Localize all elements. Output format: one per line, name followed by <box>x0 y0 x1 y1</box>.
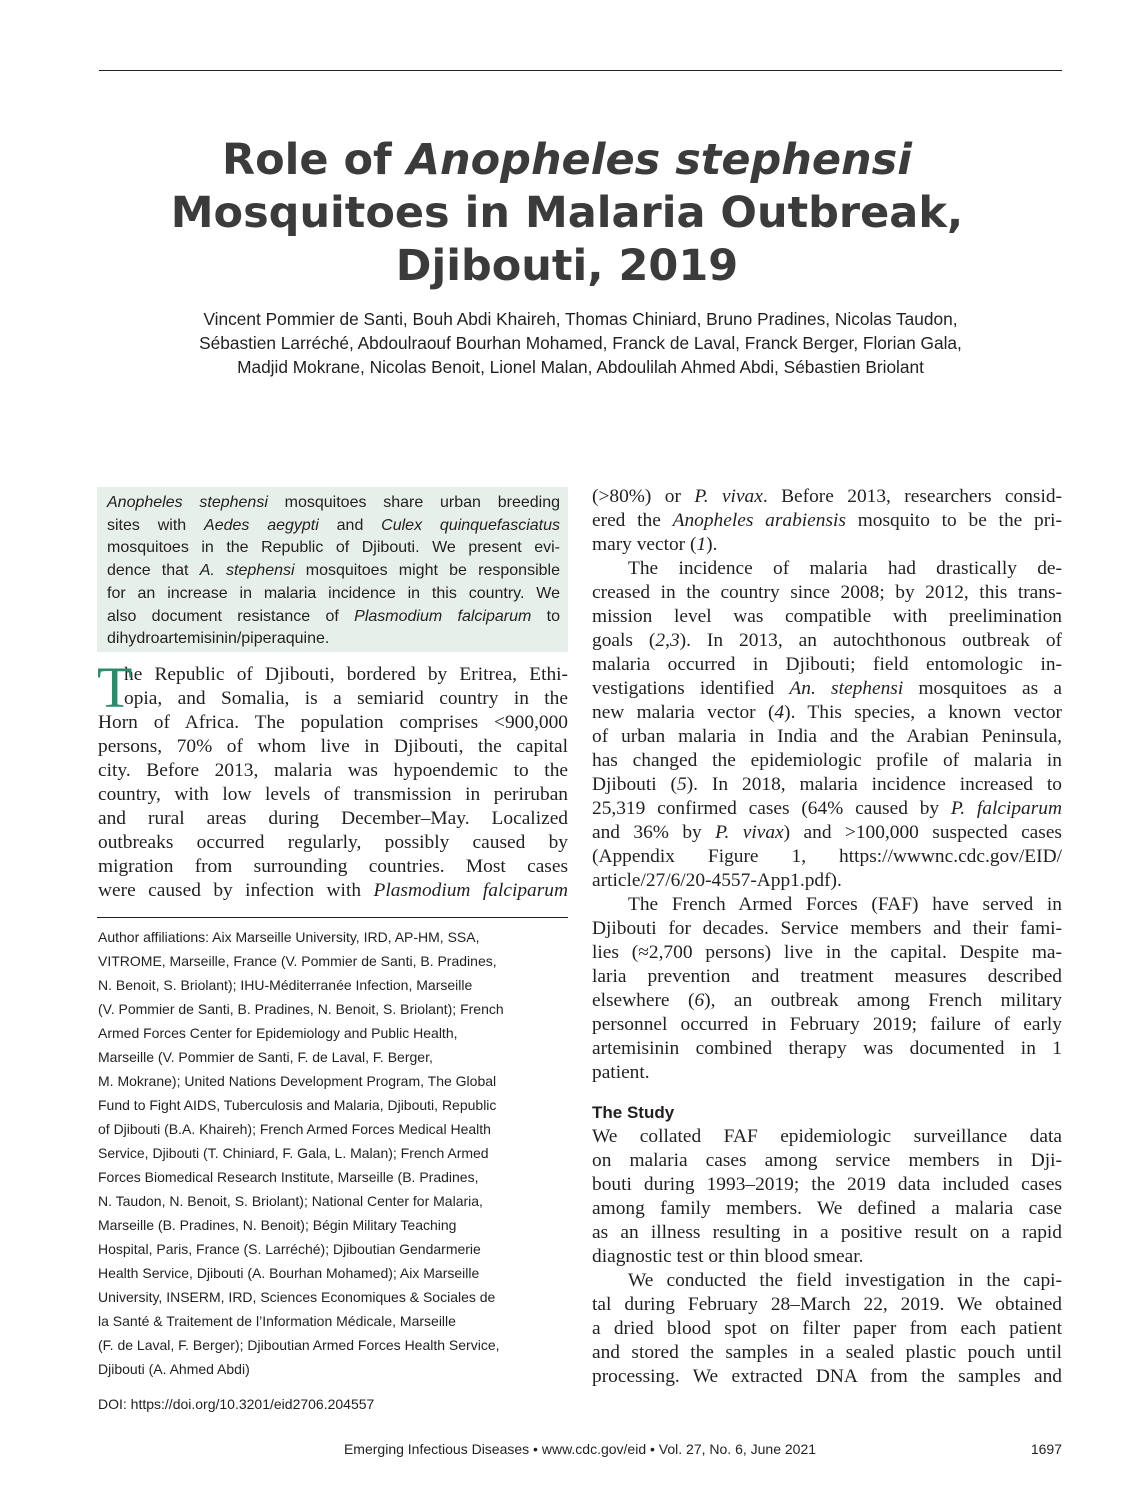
affiliation-line: M. Mokrane); United Nations Development Program, The Global <box>98 1073 497 1089</box>
drop-cap: T <box>97 655 133 720</box>
body-line: persons, 70% of whom live in Djibouti, the capital <box>98 736 568 757</box>
author-affiliations <box>98 925 568 1381</box>
affiliation-line: N. Taudon, N. Benoit, S. Briolant); National Center for Malaria, <box>98 1193 483 1209</box>
doi-link[interactable]: DOI: https://doi.org/10.3201/eid2706.204557 <box>98 1396 375 1412</box>
affiliation-line: Djibouti (A. Ahmed Abdi) <box>98 1361 250 1377</box>
body-line: migration from surrounding countries. Most cases <box>98 856 568 877</box>
body-line: and 36% by P. vivax) and >100,000 suspected cases <box>592 822 1062 843</box>
affiliation-line: (F. de Laval, F. Berger); Djiboutian Armed Forces Health Service, <box>98 1337 500 1353</box>
body-line: laria prevention and treatment measures described <box>592 966 1062 987</box>
body-line: goals (2,3). In 2013, an autochthonous outbreak of <box>592 630 1062 651</box>
affiliation-line: University, INSERM, IRD, Sciences Economiques & Sociales de <box>98 1289 496 1305</box>
body-line: and rural areas during December–May. Localized <box>98 808 568 829</box>
body-line: outbreaks occurred regularly, possibly caused by <box>98 832 568 853</box>
body-line: patient. <box>592 1062 650 1083</box>
abstract-line: also document resistance of Plasmodium falciparum to <box>107 607 560 625</box>
affiliation-line: Armed Forces Center for Epidemiology and Public Health, <box>98 1025 458 1041</box>
body-line: tal during February 28–March 22, 2019. We obtained <box>592 1294 1062 1315</box>
body-line: a dried blood spot on filter paper from each patient <box>592 1318 1062 1339</box>
author-list <box>99 307 1062 379</box>
abstract-line: Anopheles stephensi mosquitoes share urban breeding <box>107 494 560 511</box>
body-line: among family members. We defined a malaria case <box>592 1198 1062 1219</box>
affiliation-line: Forces Biomedical Research Institute, Marseille (B. Pradines, <box>98 1169 479 1185</box>
article-title <box>60 134 1074 293</box>
affiliations-rule <box>97 917 568 918</box>
body-line: as an illness resulting in a positive result on a rapid <box>592 1222 1062 1243</box>
footer-journal-info: Emerging Infectious Diseases • www.cdc.gov/eid • Vol. 27, No. 6, June 2021 <box>343 1441 817 1457</box>
abstract-line: for an increase in malaria incidence in this country. We <box>107 584 560 602</box>
body-line: creased in the country since 2008; by 2012, this trans- <box>592 582 1062 603</box>
body-line: bouti during 1993–2019; the 2019 data included cases <box>592 1174 1062 1195</box>
title-line-3: Djibouti, 2019 <box>395 241 739 291</box>
body-line: has changed the epidemiologic profile of malaria in <box>592 750 1062 771</box>
body-line: lies (≈2,700 persons) live in the capital. Despite ma- <box>592 942 1062 963</box>
body-line: mission level was compatible with preelimination <box>592 606 1062 627</box>
body-line: artemisinin combined therapy was documented in 1 <box>592 1038 1062 1059</box>
body-line: processing. We extracted DNA from the samples and <box>592 1366 1062 1387</box>
body-line: Djibouti for decades. Service members and their fami- <box>592 918 1062 939</box>
author-line: Madjid Mokrane, Nicolas Benoit, Lionel Malan, Abdoulilah Ahmed Abdi, Sébastien Briolant <box>237 357 924 377</box>
body-line: of urban malaria in India and the Arabian Peninsula, <box>592 726 1062 747</box>
affiliation-line: of Djibouti (B.A. Khaireh); French Armed Forces Medical Health <box>98 1121 491 1137</box>
body-line: The incidence of malaria had drastically de- <box>628 558 1062 579</box>
affiliation-line: (V. Pommier de Santi, B. Pradines, N. Benoit, S. Briolant); French <box>98 1001 504 1017</box>
affiliation-line: N. Benoit, S. Briolant); IHU-Méditerranée Infection, Marseille <box>98 977 473 993</box>
affiliation-line: Marseille (B. Pradines, N. Benoit); Bégin Military Teaching <box>98 1217 457 1233</box>
body-line: We collated FAF epidemiologic surveillance data <box>592 1126 1062 1147</box>
affiliation-line: Fund to Fight AIDS, Tuberculosis and Malaria, Djibouti, Republic <box>98 1097 497 1113</box>
body-line: he Republic of Djibouti, bordered by Eritrea, Ethi- <box>124 664 568 685</box>
body-line: We conducted the field investigation in the capi- <box>628 1270 1062 1291</box>
affiliation-line: Service, Djibouti (T. Chiniard, F. Gala, L. Malan); French Armed <box>98 1145 489 1161</box>
body-line: (>80%) or P. vivax. Before 2013, researchers consid- <box>592 486 1062 507</box>
body-line: (Appendix Figure 1, https://wwwnc.cdc.gov/EID/ <box>592 846 1062 867</box>
body-line: were caused by infection with Plasmodium falciparum <box>98 880 568 901</box>
title-species: Anopheles stephensi <box>406 135 913 185</box>
body-line: 25,319 confirmed cases (64% caused by P. falciparum <box>592 798 1063 819</box>
body-line: Horn of Africa. The population comprises <900,000 <box>98 712 568 733</box>
body-line: The French Armed Forces (FAF) have served in <box>628 894 1062 915</box>
abstract-box <box>97 487 568 652</box>
top-rule <box>99 70 1062 71</box>
body-right-column <box>592 485 1062 1389</box>
abstract-line: dihydroartemisinin/piperaquine. <box>107 630 330 648</box>
body-line: personnel occurred in February 2019; failure of early <box>592 1014 1062 1035</box>
body-line: on malaria cases among service members in Dji- <box>592 1150 1062 1171</box>
affiliation-line: la Santé & Traitement de l’Information Médicale, Marseille <box>98 1313 456 1329</box>
title-line-2: Mosquitoes in Malaria Outbreak, <box>170 188 964 238</box>
body-line: mary vector (1). <box>592 534 718 555</box>
section-heading-the-study: The Study <box>592 1103 675 1122</box>
title-prefix: Role of <box>221 135 407 185</box>
author-line: Vincent Pommier de Santi, Bouh Abdi Khaireh, Thomas Chiniard, Bruno Pradines, Nicolas Taudon, <box>203 309 958 329</box>
affiliation-line: Hospital, Paris, France (S. Larréché); Djiboutian Gendarmerie <box>98 1241 481 1257</box>
abstract-line: mosquitoes in the Republic of Djibouti. We present evi- <box>107 539 560 557</box>
page-number: 1697 <box>1030 1441 1062 1457</box>
abstract-line: dence that A. stephensi mosquitoes might be responsible <box>107 562 560 580</box>
body-line: vestigations identified An. stephensi mosquitoes as a <box>592 678 1063 699</box>
body-line: opia, and Somalia, is a semiarid country in the <box>124 688 568 709</box>
affiliation-line: Marseille (V. Pommier de Santi, F. de Laval, F. Berger, <box>98 1049 433 1065</box>
body-line: and stored the samples in a sealed plastic pouch until <box>592 1342 1062 1363</box>
body-line: country, with low levels of transmission in periruban <box>98 784 568 805</box>
body-line: malaria occurred in Djibouti; field entomologic in- <box>592 654 1062 675</box>
affiliation-line: VITROME, Marseille, France (V. Pommier de Santi, B. Pradines, <box>98 953 497 969</box>
body-line: ered the Anopheles arabiensis mosquito to be the pri- <box>592 510 1063 531</box>
affiliation-line: Health Service, Djibouti (A. Bourhan Mohamed); Aix Marseille <box>98 1265 480 1281</box>
body-line: elsewhere (6), an outbreak among French military <box>592 990 1062 1011</box>
abstract-line: sites with Aedes aegypti and Culex quinquefasciatus <box>107 516 560 534</box>
body-line: article/27/6/20-4557-App1.pdf). <box>592 870 842 891</box>
title-line-1 <box>60 134 1074 187</box>
affiliation-line: Author affiliations: Aix Marseille University, IRD, AP-HM, SSA, <box>98 929 480 945</box>
body-line: new malaria vector (4). This species, a known vector <box>592 702 1062 723</box>
body-line: city. Before 2013, malaria was hypoendemic to the <box>98 760 568 781</box>
body-line: Djibouti (5). In 2018, malaria incidence increased to <box>592 774 1062 795</box>
body-left-column <box>97 655 568 903</box>
body-line: diagnostic test or thin blood smear. <box>592 1246 864 1267</box>
author-line: Sébastien Larréché, Abdoulraouf Bourhan Mohamed, Franck de Laval, Franck Berger, Florian Gala, <box>199 333 962 353</box>
